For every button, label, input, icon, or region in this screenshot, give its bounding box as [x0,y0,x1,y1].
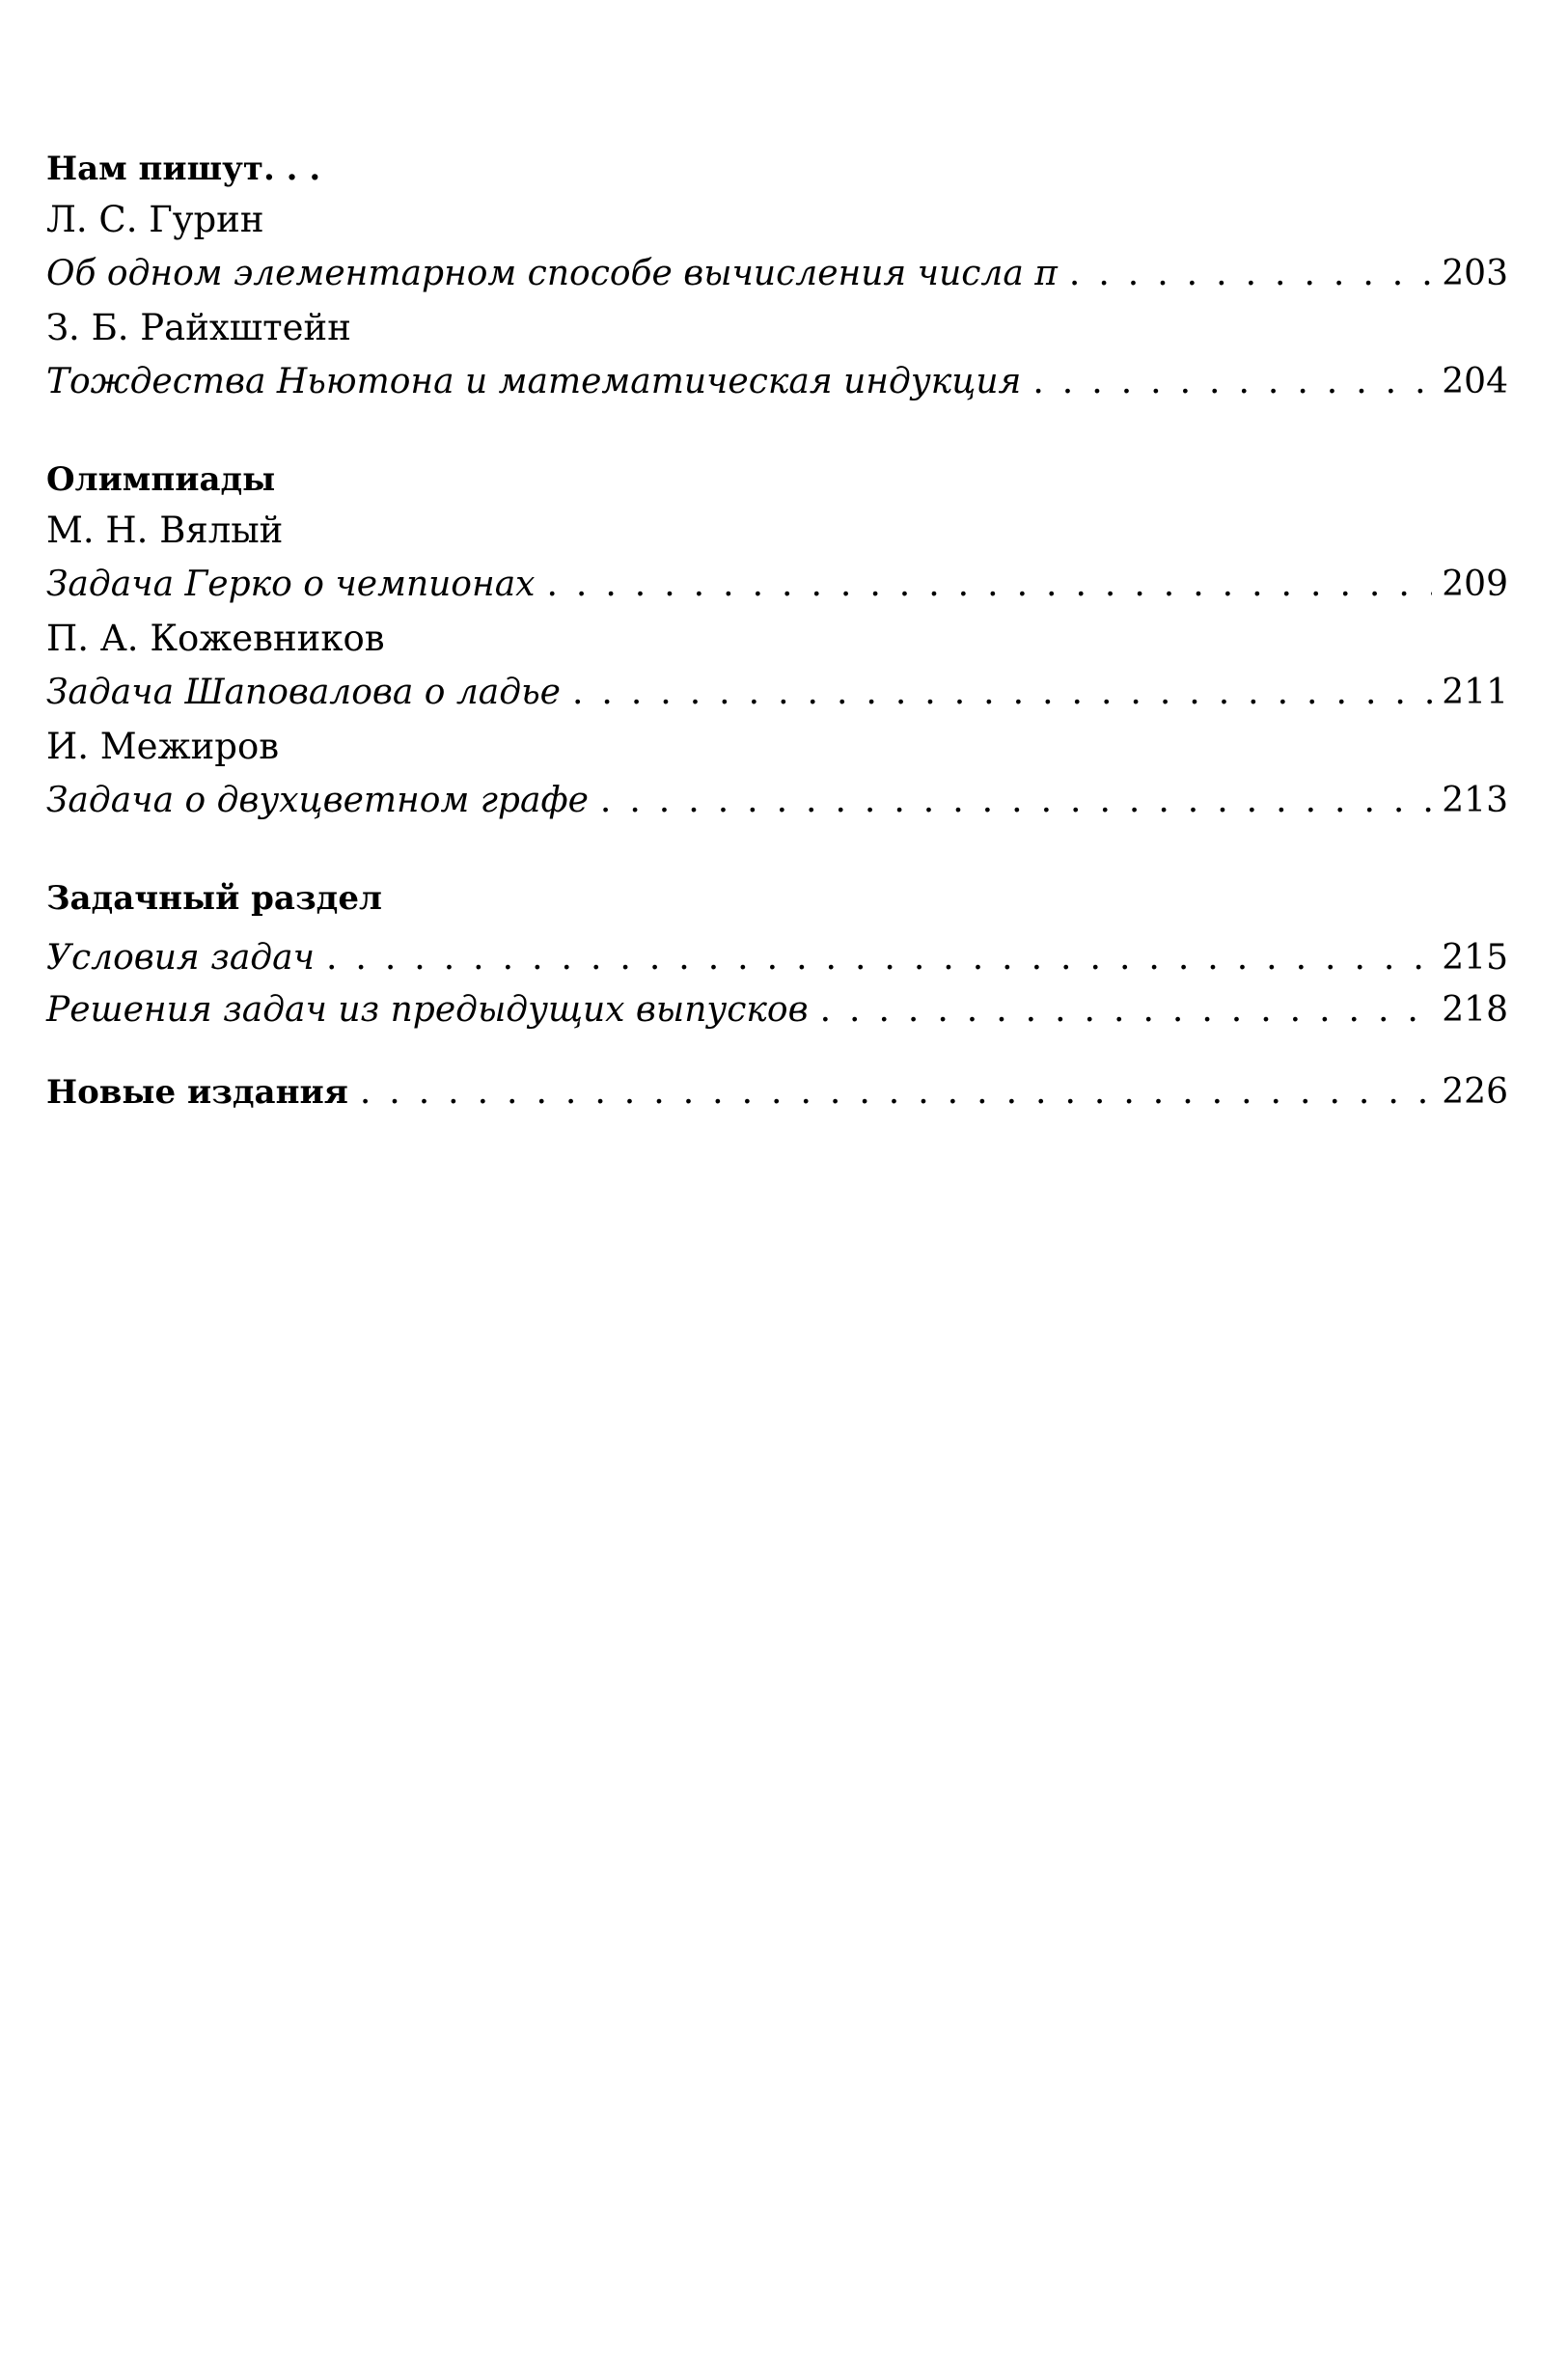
toc-page-number: 218 [1442,990,1508,1030]
toc-section-problems [46,874,1508,1036]
toc-page-number: 204 [1442,362,1508,401]
toc-page-number: 213 [1442,781,1508,820]
toc-page-number: 209 [1442,565,1508,604]
toc-entry-title: Решения задач из предыдущих выпусков [46,990,809,1030]
toc-author: З. Б. Райхштейн [46,307,351,348]
toc-author: Л. С. Гурин [46,199,264,240]
table-of-contents [46,145,1508,1119]
toc-entry[interactable] [46,666,1508,720]
dot-leader [315,932,1432,984]
toc-entry-title: Задача Шаповалова о ладье [46,673,561,712]
toc-entry[interactable] [46,558,1508,612]
dot-leader [809,984,1433,1036]
toc-section-new-publications [46,1065,1508,1119]
toc-entry[interactable] [46,1065,1508,1119]
toc-entry-title: Задача Герко о чемпионах [46,565,536,604]
toc-entry[interactable] [46,932,1508,984]
dot-leader [1058,247,1432,301]
dot-leader [535,558,1432,612]
dot-leader [561,666,1432,720]
toc-author: П. А. Кожевников [46,618,385,659]
toc-entry[interactable] [46,984,1508,1036]
toc-page-number: 203 [1442,254,1508,293]
toc-entry[interactable] [46,355,1508,409]
dot-leader [1021,355,1432,409]
section-heading: Задачный раздел [46,879,382,918]
dot-leader [589,774,1432,828]
toc-section-olympiads [46,455,1508,828]
toc-author: И. Межиров [46,726,280,767]
toc-entry-title: Новые издания [46,1073,348,1112]
toc-entry-title: Задача о двухцветном графе [46,781,589,820]
toc-author: М. Н. Вялый [46,510,284,551]
toc-entry-title: Тождества Ньютона и математическая индукция [46,362,1022,401]
toc-page-number: 215 [1442,938,1508,978]
toc-entry-title: Об одном элементарном способе вычисления числа π [46,254,1058,293]
section-heading: Нам пишут. . . [46,150,321,188]
dot-leader [348,1065,1432,1119]
toc-page-number: 226 [1442,1072,1508,1112]
toc-entry-title: Условия задач [46,938,315,978]
toc-entry[interactable] [46,774,1508,828]
toc-page-number: 211 [1442,673,1508,712]
toc-entry[interactable] [46,247,1508,301]
toc-section-letters [46,145,1508,409]
section-heading: Олимпиады [46,460,276,499]
